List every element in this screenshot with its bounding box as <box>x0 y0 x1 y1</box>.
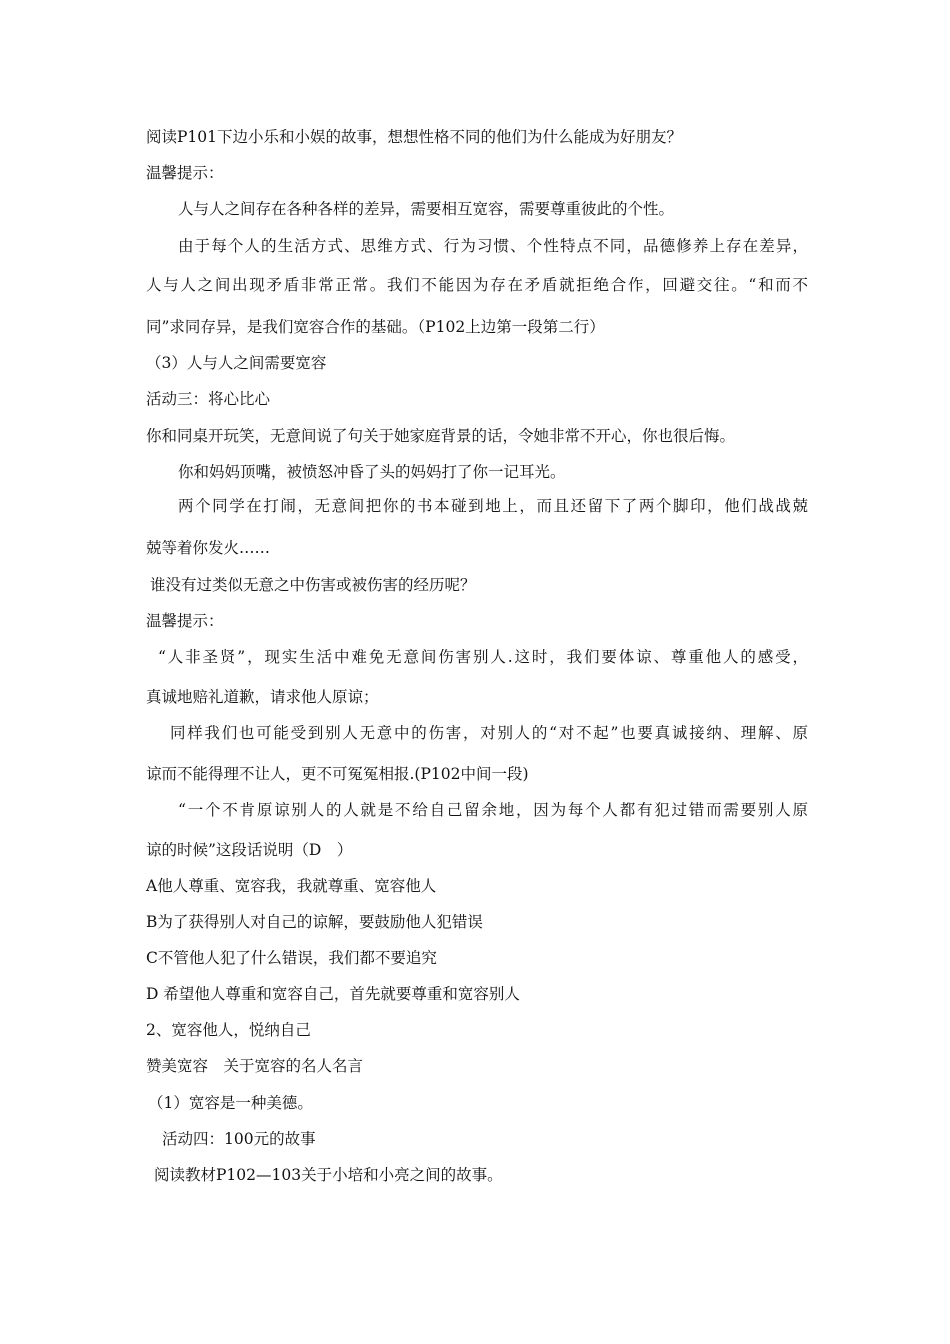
text-line: 同样我们也可能受到别人无意中的伤害，对别人的“对不起”也要真诚接纳、理解、原 <box>170 724 808 742</box>
section-heading: （1）宽容是一种美德。 <box>148 1094 313 1112</box>
option-b: B为了获得别人对自己的谅解，要鼓励他人犯错误 <box>146 913 483 931</box>
text-line: 人与人之间出现矛盾非常正常。我们不能因为存在矛盾就拒绝合作，回避交往。“和而不 <box>146 276 808 294</box>
activity-heading: 活动三：将心比心 <box>146 390 271 408</box>
question-line: 谅的时候”这段话说明（D ） <box>146 841 353 859</box>
text-line: 由于每个人的生活方式、思维方式、行为习惯、个性特点不同，品德修养上存在差异， <box>178 237 808 255</box>
text-line: 赞美宽容 关于宽容的名人名言 <box>146 1057 364 1075</box>
section-heading: 2、宽容他人，悦纳自己 <box>146 1021 311 1039</box>
text-line: 真诚地赔礼道歉，请求他人原谅； <box>146 688 379 706</box>
text-line: 你和妈妈顶嘴，被愤怒冲昏了头的妈妈打了你一记耳光。 <box>178 463 566 481</box>
text-line-tip-heading: 温馨提示： <box>146 612 224 630</box>
section-heading: （3）人与人之间需要宽容 <box>146 354 327 372</box>
option-c: C不管他人犯了什么错误，我们都不要追究 <box>146 949 437 967</box>
option-d: D 希望他人尊重和宽容自己，首先就要尊重和宽容别人 <box>146 985 520 1003</box>
text-line: 人与人之间存在各种各样的差异，需要相互宽容，需要尊重彼此的个性。 <box>178 200 675 218</box>
text-line: 谅而不能得理不让人，更不可冤冤相报.(P102中间一段) <box>146 765 529 783</box>
text-line: 兢等着你发火…… <box>146 539 271 557</box>
text-line: “一个不肯原谅别人的人就是不给自己留余地，因为每个人都有犯过错而需要别人原 <box>178 801 808 819</box>
text-line-reading-prompt: 阅读P101下边小乐和小娱的故事，想想性格不同的他们为什么能成为好朋友？ <box>146 128 683 146</box>
option-a: A他人尊重、宽容我，我就尊重、宽容他人 <box>146 877 437 895</box>
text-line: “人非圣贤”，现实生活中难免无意间伤害别人.这时，我们要体谅、尊重他人的感受， <box>158 648 808 666</box>
text-line: 谁没有过类似无意之中伤害或被伤害的经历呢？ <box>150 576 476 594</box>
activity-heading: 活动四：100元的故事 <box>162 1130 316 1148</box>
text-line: 你和同桌开玩笑，无意间说了句关于她家庭背景的话，令她非常不开心，你也很后悔。 <box>146 427 736 445</box>
text-line: 两个同学在打闹，无意间把你的书本碰到地上，而且还留下了两个脚印，他们战战兢 <box>178 497 808 515</box>
text-line: 同”求同存异，是我们宽容合作的基础。（P102上边第一段第二行） <box>146 318 605 336</box>
text-line: 阅读教材P102—103关于小培和小亮之间的故事。 <box>154 1166 503 1184</box>
text-line-tip-heading: 温馨提示： <box>146 164 224 182</box>
